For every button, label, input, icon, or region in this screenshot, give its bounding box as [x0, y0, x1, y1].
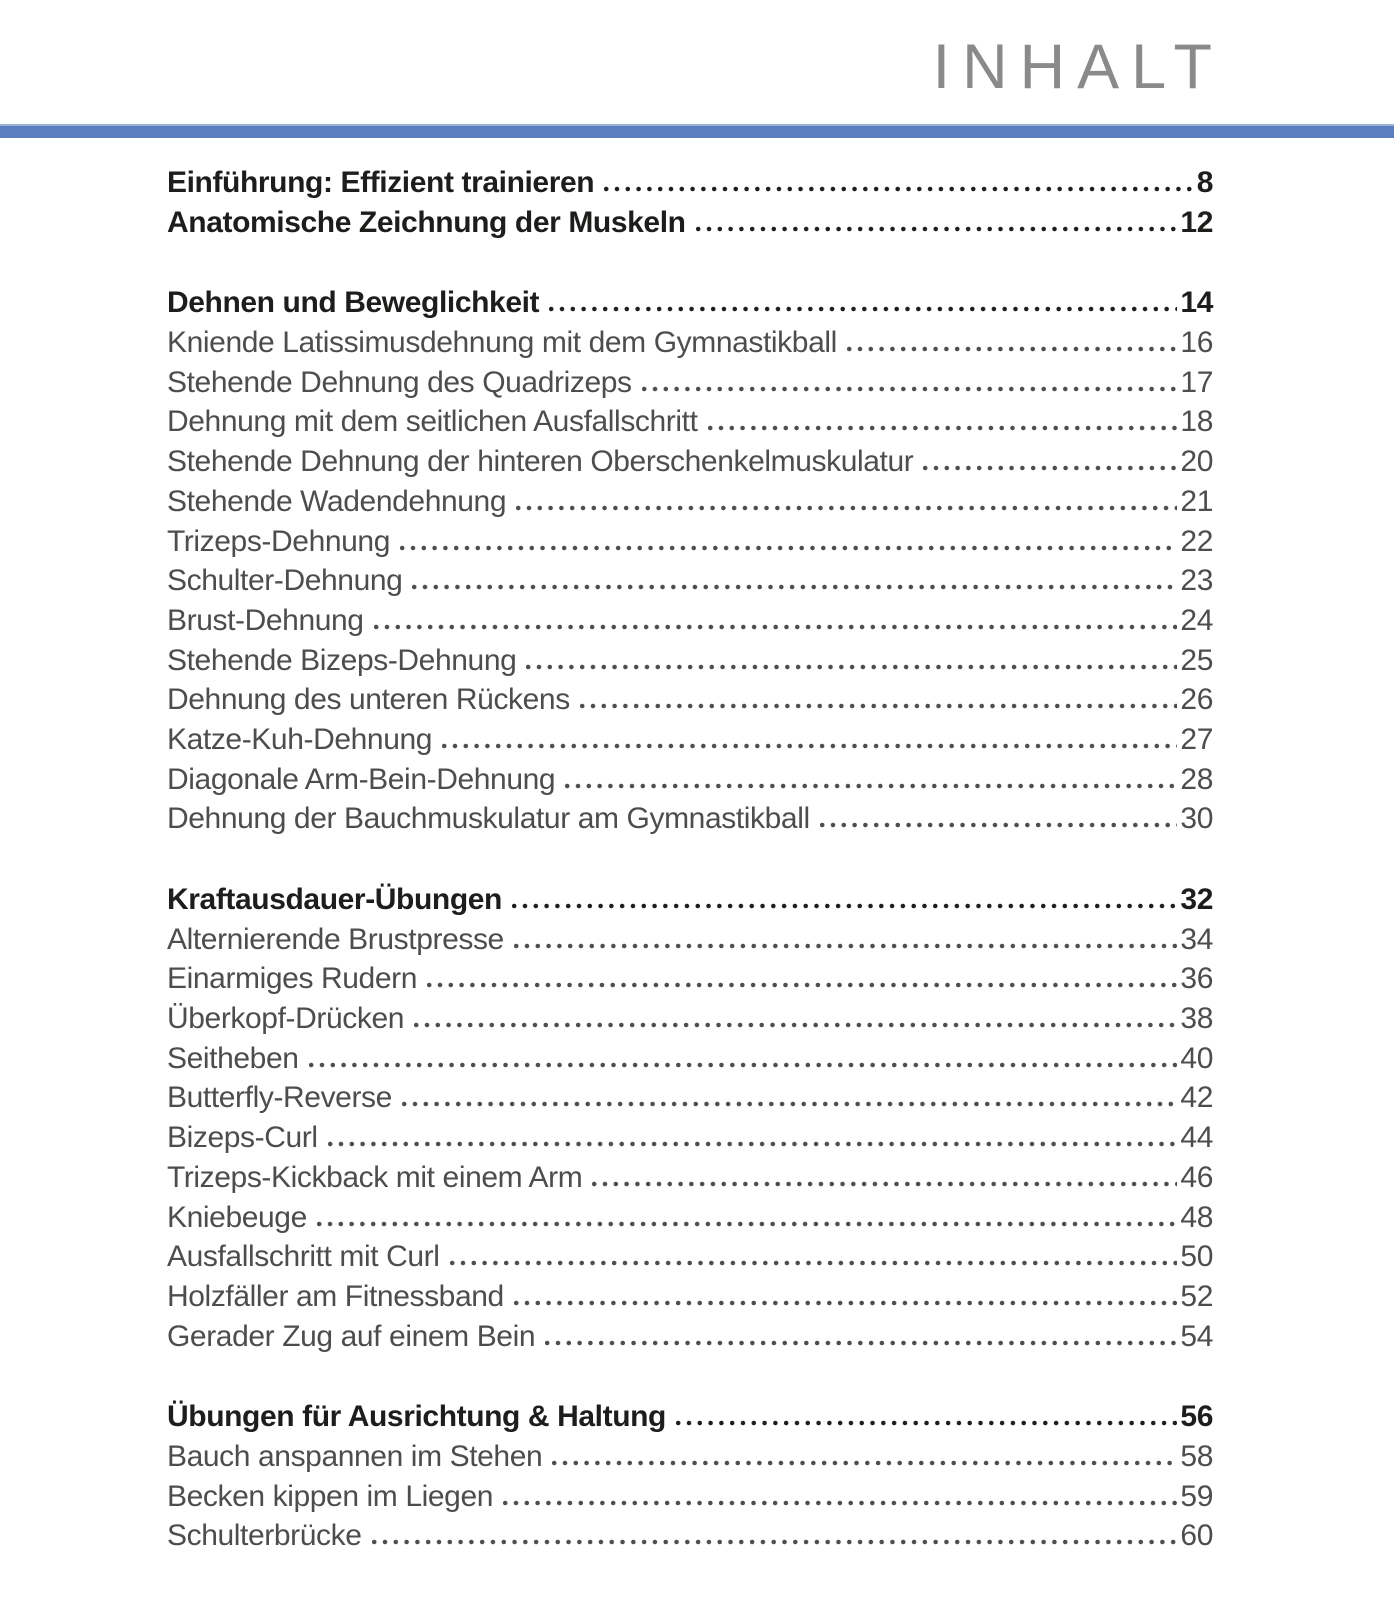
toc-entry-label: Brust-Dehnung — [167, 603, 364, 637]
dot-leader — [514, 1300, 1178, 1306]
toc-entry-label: Kraftausdauer-Übungen — [167, 883, 502, 916]
dot-leader — [514, 943, 1178, 949]
toc-entry-page-number: 38 — [1180, 1002, 1213, 1036]
toc-entry-page-number: 12 — [1180, 205, 1213, 239]
dot-leader — [676, 1420, 1177, 1426]
dot-leader — [565, 783, 1177, 789]
toc-entry-row — [167, 923, 1213, 963]
toc-entry-row — [167, 962, 1213, 1002]
dot-leader — [696, 226, 1178, 232]
toc-entry-row — [167, 644, 1213, 684]
toc-entry-label: Dehnung des unteren Rückens — [167, 683, 570, 717]
toc-entry-page-number: 32 — [1180, 883, 1213, 916]
dot-leader — [552, 1460, 1177, 1466]
dot-leader — [642, 386, 1178, 392]
toc-entry-page-number: 36 — [1180, 962, 1213, 996]
toc-entry-label: Kniende Latissimusdehnung mit dem Gymnastikball — [167, 326, 837, 360]
toc-entry-row — [167, 1440, 1213, 1480]
toc-section — [167, 883, 1213, 1359]
toc-entry-page-number: 50 — [1180, 1240, 1213, 1274]
toc-entry-label: Bizeps-Curl — [167, 1121, 318, 1155]
toc-entry-row — [167, 1280, 1213, 1320]
toc-entry-label: Übungen für Ausrichtung & Haltung — [167, 1400, 666, 1434]
toc-section — [167, 286, 1213, 842]
toc-entry-label: Kniebeuge — [167, 1200, 307, 1234]
toc-section — [167, 1400, 1213, 1559]
toc-entry-row — [167, 802, 1213, 842]
toc-entry-page-number: 60 — [1180, 1519, 1213, 1553]
toc-entry-page-number: 54 — [1180, 1319, 1213, 1353]
toc-entry-row — [167, 1081, 1213, 1121]
page-header — [0, 0, 1394, 102]
toc-entry-row — [167, 1201, 1213, 1241]
toc-entry-page-number: 24 — [1180, 603, 1213, 637]
toc-entry-page-number: 34 — [1180, 922, 1213, 956]
toc-entry-row — [167, 405, 1213, 445]
toc-entry-label: Trizeps-Kickback mit einem Arm — [167, 1160, 583, 1194]
toc-entry-row — [167, 1519, 1213, 1559]
dot-leader — [402, 1101, 1177, 1107]
toc-entry-row — [167, 525, 1213, 565]
toc-entry-row — [167, 1480, 1213, 1520]
dot-leader — [580, 703, 1178, 709]
toc-entry-row — [167, 445, 1213, 485]
dot-leader — [708, 425, 1178, 431]
toc-entry-page-number: 21 — [1180, 484, 1213, 518]
toc-entry-row — [167, 763, 1213, 803]
dot-leader — [526, 664, 1177, 670]
toc-entry-label: Überkopf-Drücken — [167, 1002, 405, 1036]
toc-entry-page-number: 23 — [1180, 564, 1213, 598]
toc-entry-row — [167, 1002, 1213, 1042]
dot-leader — [414, 1022, 1177, 1028]
toc-entry-label: Dehnen und Beweglichkeit — [167, 286, 540, 320]
toc-section — [167, 166, 1213, 245]
toc-entry-page-number: 27 — [1180, 722, 1213, 756]
toc-entry-label: Alternierende Brustpresse — [167, 922, 504, 956]
toc — [0, 138, 1394, 1559]
toc-entry-page-number: 44 — [1180, 1121, 1213, 1155]
toc-entry-label: Stehende Dehnung der hinteren Oberschenkelmuskulatur — [167, 445, 914, 479]
toc-entry-page-number: 52 — [1180, 1279, 1213, 1313]
toc-entry-label: Stehende Bizeps-Dehnung — [167, 643, 517, 677]
toc-entry-label: Ausfallschritt mit Curl — [167, 1240, 440, 1274]
toc-entry-page-number: 58 — [1180, 1439, 1213, 1473]
toc-entry-label: Butterfly-Reverse — [167, 1081, 392, 1115]
toc-entry-label: Einarmiges Rudern — [167, 962, 417, 996]
toc-entry-label: Holzfäller am Fitnessband — [167, 1279, 504, 1313]
dot-leader — [545, 1340, 1177, 1346]
dot-leader — [427, 982, 1177, 988]
toc-entry-page-number: 14 — [1180, 286, 1213, 320]
toc-entry-page-number: 59 — [1180, 1479, 1213, 1513]
dot-leader — [450, 1260, 1178, 1266]
toc-heading-row — [167, 166, 1213, 206]
toc-entry-row — [167, 1320, 1213, 1360]
toc-entry-row — [167, 1121, 1213, 1161]
toc-entry-label: Dehnung mit dem seitlichen Ausfallschritt — [167, 405, 698, 439]
dot-leader — [592, 1181, 1177, 1187]
toc-entry-page-number: 30 — [1180, 802, 1213, 836]
toc-entry-label: Schulterbrücke — [167, 1519, 362, 1553]
dot-leader — [516, 505, 1177, 511]
toc-entry-label: Gerader Zug auf einem Bein — [167, 1319, 536, 1353]
toc-entry-label: Einführung: Effizient trainieren — [167, 166, 595, 199]
dot-leader — [412, 584, 1177, 590]
toc-entry-page-number: 22 — [1180, 524, 1213, 558]
toc-entry-label: Stehende Wadendehnung — [167, 484, 507, 518]
toc-entry-page-number: 8 — [1196, 166, 1213, 199]
toc-entry-page-number: 42 — [1180, 1081, 1213, 1115]
toc-entry-row — [167, 1161, 1213, 1201]
toc-entry-page-number: 26 — [1180, 683, 1213, 717]
toc-entry-page-number: 25 — [1180, 643, 1213, 677]
toc-entry-row — [167, 723, 1213, 763]
dot-leader — [374, 624, 1178, 630]
dot-leader — [317, 1221, 1178, 1227]
toc-entry-page-number: 46 — [1180, 1160, 1213, 1194]
toc-entry-row — [167, 1042, 1213, 1082]
toc-entry-row — [167, 1240, 1213, 1280]
toc-entry-page-number: 40 — [1180, 1041, 1213, 1075]
dot-leader — [328, 1141, 1178, 1147]
toc-entry-label: Becken kippen im Liegen — [167, 1479, 494, 1513]
toc-entry-page-number: 56 — [1180, 1400, 1213, 1434]
toc-entry-label: Anatomische Zeichnung der Muskeln — [167, 205, 686, 239]
toc-heading-row — [167, 883, 1213, 923]
toc-entry-row — [167, 326, 1213, 366]
toc-heading-row — [167, 1400, 1213, 1440]
toc-entry-label: Katze-Kuh-Dehnung — [167, 722, 433, 756]
toc-entry-page-number: 20 — [1180, 445, 1213, 479]
dot-leader — [923, 465, 1177, 471]
toc-entry-label: Trizeps-Dehnung — [167, 524, 390, 558]
toc-heading-row — [167, 286, 1213, 326]
toc-entry-label: Bauch anspannen im Stehen — [167, 1439, 543, 1473]
dot-leader — [512, 903, 1177, 909]
dot-leader — [442, 743, 1177, 749]
toc-entry-row — [167, 485, 1213, 525]
dot-leader — [372, 1539, 1178, 1545]
toc-entry-label: Diagonale Arm-Bein-Dehnung — [167, 762, 556, 796]
toc-entry-page-number: 17 — [1180, 365, 1213, 399]
toc-entry-row — [167, 366, 1213, 406]
toc-entry-label: Seitheben — [167, 1041, 299, 1075]
dot-leader — [309, 1062, 1178, 1068]
toc-entry-row — [167, 564, 1213, 604]
toc-entry-row — [167, 604, 1213, 644]
toc-heading-row — [167, 206, 1213, 246]
toc-entry-page-number: 16 — [1180, 326, 1213, 360]
dot-leader — [820, 822, 1178, 828]
dot-leader — [400, 545, 1177, 551]
page-title: INHALT — [932, 32, 1224, 102]
dot-leader — [847, 346, 1178, 352]
toc-entry-label: Dehnung der Bauchmuskulatur am Gymnastikball — [167, 802, 810, 836]
dot-leader — [503, 1500, 1177, 1506]
toc-entry-page-number: 18 — [1180, 405, 1213, 439]
toc-entry-label: Stehende Dehnung des Quadrizeps — [167, 365, 632, 399]
toc-entry-page-number: 28 — [1180, 762, 1213, 796]
header-divider-rule — [0, 124, 1394, 138]
toc-entry-page-number: 48 — [1180, 1200, 1213, 1234]
dot-leader — [549, 306, 1177, 312]
toc-entry-row — [167, 683, 1213, 723]
toc-entry-label: Schulter-Dehnung — [167, 564, 403, 598]
dot-leader — [604, 186, 1194, 192]
